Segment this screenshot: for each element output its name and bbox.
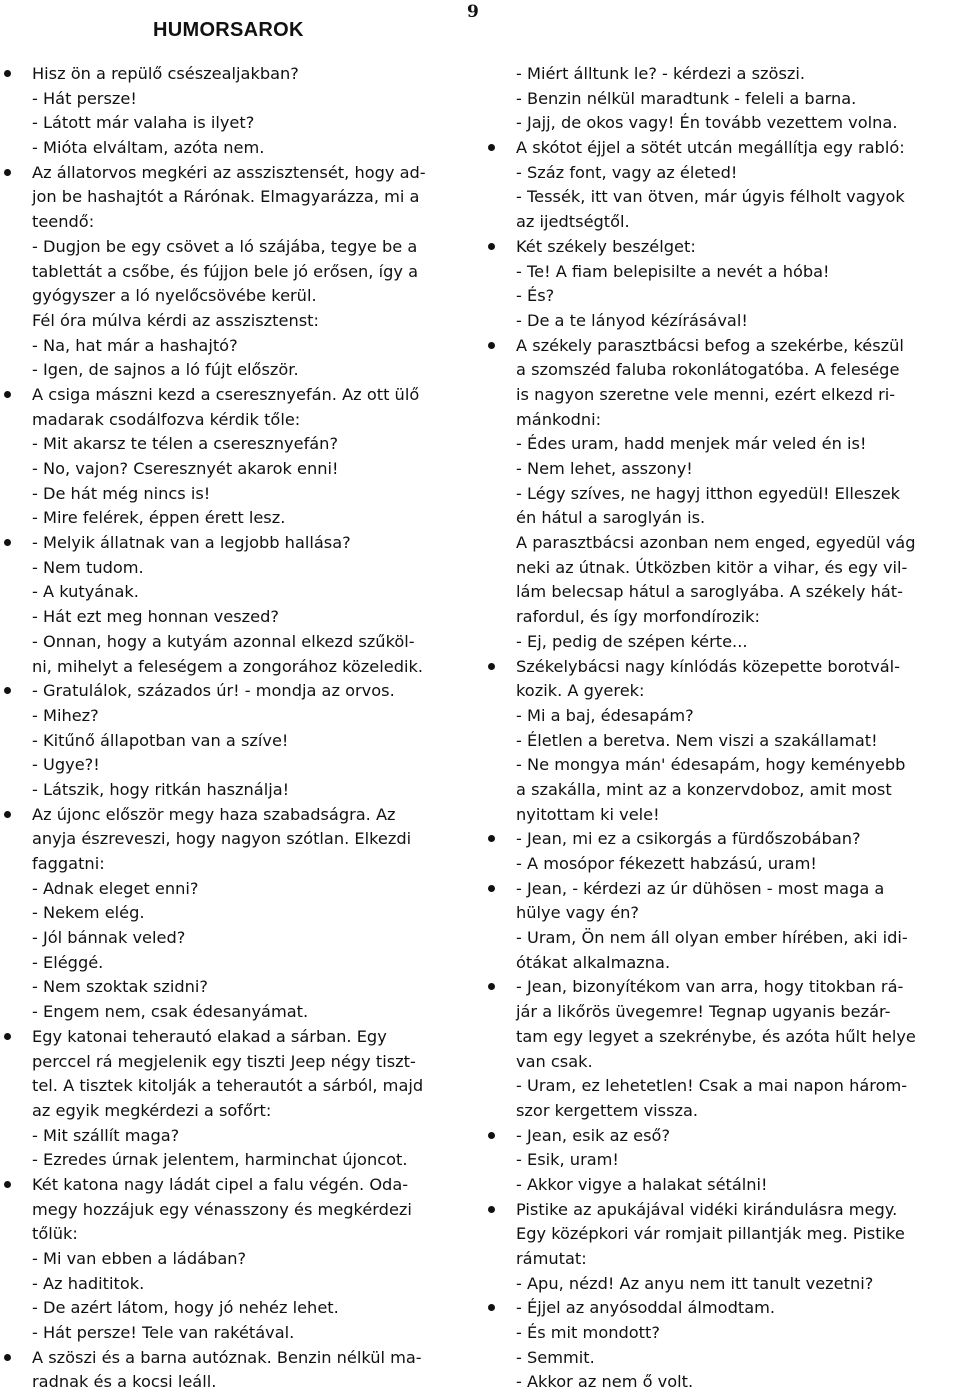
line-text: - Gratulálok, százados úr! - mondja az orvos. bbox=[32, 681, 395, 701]
line-text: rámutat: bbox=[516, 1249, 587, 1268]
line-text: a szomszéd faluba rokonlátogatóba. A felesége bbox=[516, 360, 900, 380]
line-text: - Mihez? bbox=[32, 705, 99, 725]
right-text-line bbox=[516, 704, 956, 729]
left-text-line bbox=[32, 235, 472, 260]
left-text-line bbox=[32, 506, 472, 531]
left-text-line bbox=[32, 679, 472, 704]
right-text-line bbox=[516, 1148, 956, 1173]
left-column bbox=[32, 62, 472, 1395]
right-text-line bbox=[516, 210, 956, 235]
bullet-icon bbox=[488, 885, 495, 892]
bullet-icon bbox=[488, 983, 495, 990]
right-text-line bbox=[516, 1321, 956, 1346]
line-text: a szakálla, mint az a konzervdoboz, amit most bbox=[516, 779, 892, 799]
line-text: kozik. A gyerek: bbox=[516, 681, 645, 701]
right-text-line bbox=[516, 506, 956, 531]
line-text: - Ej, pedig de szépen kérte... bbox=[516, 631, 748, 651]
line-text: én hátul a saroglyán is. bbox=[516, 508, 706, 528]
line-text: - Na, hat már a hashajtó? bbox=[32, 335, 238, 355]
right-text-line bbox=[516, 408, 956, 433]
page-number: 9 bbox=[467, 2, 479, 22]
left-text-line bbox=[32, 827, 472, 852]
line-text: ni, mihelyt a feleségem a zongorához közeledik. bbox=[32, 656, 424, 676]
left-text-line bbox=[32, 605, 472, 630]
line-text: megy hozzájuk egy vénasszony és megkérdezi bbox=[32, 1199, 412, 1219]
line-text: - Nekem elég. bbox=[32, 903, 145, 923]
left-text-line bbox=[32, 1296, 472, 1321]
left-text-line bbox=[32, 1272, 472, 1297]
right-text-line bbox=[516, 803, 956, 828]
right-text-line bbox=[516, 901, 956, 926]
left-text-line bbox=[32, 260, 472, 285]
line-text: jár a likőrös üvegemre! Tegnap ugyanis bezár- bbox=[516, 1002, 891, 1022]
right-text-line bbox=[516, 62, 956, 87]
line-text: - Mire felérek, éppen érett lesz. bbox=[32, 508, 286, 528]
right-text-line bbox=[516, 284, 956, 309]
bullet-icon bbox=[4, 1033, 11, 1040]
left-text-line bbox=[32, 408, 472, 433]
line-text: neki az útnak. Útközben kitör a vihar, és egy vil- bbox=[516, 557, 908, 577]
right-text-line bbox=[516, 531, 956, 556]
right-text-line bbox=[516, 852, 956, 877]
left-text-line bbox=[32, 630, 472, 655]
right-text-line bbox=[516, 482, 956, 507]
left-text-line bbox=[32, 729, 472, 754]
right-text-line bbox=[516, 605, 956, 630]
right-text-line bbox=[516, 877, 956, 902]
right-text-line bbox=[516, 679, 956, 704]
line-text: Székelybácsi nagy kínlódás közepette borotvál- bbox=[516, 656, 900, 676]
line-text: - Adnak eleget enni? bbox=[32, 878, 199, 898]
left-text-line bbox=[32, 926, 472, 951]
line-text: - Hát ezt meg honnan veszed? bbox=[32, 607, 279, 627]
left-text-line bbox=[32, 432, 472, 457]
right-text-line bbox=[516, 1050, 956, 1075]
line-text: jon be hashajtót a Rárónak. Elmagyarázza, mi a bbox=[32, 187, 420, 207]
left-text-line bbox=[32, 161, 472, 186]
right-text-line bbox=[516, 358, 956, 383]
line-text: - És mit mondott? bbox=[516, 1323, 660, 1343]
line-text: A székely parasztbácsi befog a szekérbe, készül bbox=[516, 335, 904, 355]
line-text: - Tessék, itt van ötven, már úgyis félholt vagyok bbox=[516, 187, 905, 207]
left-text-line bbox=[32, 383, 472, 408]
bullet-icon bbox=[488, 243, 495, 250]
line-text: Pistike az apukájával vidéki kirándulásra megy. bbox=[516, 1199, 898, 1219]
line-text: - Édes uram, hadd menjek már veled én is! bbox=[516, 434, 867, 454]
left-text-line bbox=[32, 1222, 472, 1247]
line-text: - Légy szíves, ne hagyj itthon egyedül! Elleszek bbox=[516, 483, 901, 503]
left-text-line bbox=[32, 1148, 472, 1173]
left-text-line bbox=[32, 1321, 472, 1346]
line-text: mánkodni: bbox=[516, 409, 602, 429]
line-text: ótákat alkalmazna. bbox=[516, 952, 671, 972]
line-text: tőlük: bbox=[32, 1224, 78, 1244]
line-text: - Az hadititok. bbox=[32, 1273, 145, 1293]
line-text: Az állatorvos megkéri az asszisztensét, hogy ad- bbox=[32, 162, 426, 182]
left-text-line bbox=[32, 210, 472, 235]
line-text: - De hát még nincs is! bbox=[32, 483, 211, 503]
line-text: - Mi a baj, édesapám? bbox=[516, 705, 694, 725]
right-text-line bbox=[516, 729, 956, 754]
left-text-line bbox=[32, 655, 472, 680]
bullet-icon bbox=[4, 169, 11, 176]
left-text-line bbox=[32, 1173, 472, 1198]
left-text-line bbox=[32, 803, 472, 828]
left-text-line bbox=[32, 1247, 472, 1272]
right-text-line bbox=[516, 161, 956, 186]
right-text-line bbox=[516, 753, 956, 778]
line-text: - Jean, mi ez a csikorgás a fürdőszobában? bbox=[516, 829, 861, 849]
left-text-line bbox=[32, 877, 472, 902]
line-text: hülye vagy én? bbox=[516, 903, 640, 923]
line-text: - Akkor vigye a halakat sétálni! bbox=[516, 1174, 768, 1194]
right-text-line bbox=[516, 136, 956, 161]
line-text: - Mit akarsz te télen a cseresznyefán? bbox=[32, 434, 339, 454]
line-text: faggatni: bbox=[32, 854, 105, 873]
bullet-icon bbox=[488, 342, 495, 349]
bullet-icon bbox=[488, 1304, 495, 1311]
left-text-line bbox=[32, 358, 472, 383]
line-text: - Jean, bizonyítékom van arra, hogy titokban rá- bbox=[516, 977, 904, 997]
right-text-line bbox=[516, 778, 956, 803]
line-text: anyja észreveszi, hogy nagyon szótlan. Elkezdi bbox=[32, 829, 412, 849]
line-text: - Hát persze! Tele van rakétával. bbox=[32, 1323, 295, 1343]
line-text: Két katona nagy ládát cipel a falu végén. Oda- bbox=[32, 1174, 409, 1194]
line-text: - Benzin nélkül maradtunk - feleli a barna. bbox=[516, 88, 857, 108]
line-text: - Dugjon be egy csövet a ló szájába, tegye be a bbox=[32, 236, 418, 256]
line-text: - No, vajon? Cseresznyét akarok enni! bbox=[32, 459, 339, 478]
bullet-icon bbox=[4, 811, 11, 818]
line-text: - Jean, esik az eső? bbox=[516, 1125, 671, 1145]
page-title: HUMORSAROK bbox=[153, 19, 304, 41]
left-text-line bbox=[32, 1346, 472, 1371]
left-text-line bbox=[32, 334, 472, 359]
line-text: is nagyon szeretne vele menni, ezért elkezd ri- bbox=[516, 384, 896, 404]
line-text: tel. A tisztek kitolják a teherautót a sárból, majd bbox=[32, 1076, 424, 1096]
right-text-line bbox=[516, 580, 956, 605]
right-text-line bbox=[516, 1346, 956, 1371]
line-text: - Látott már valaha is ilyet? bbox=[32, 113, 255, 133]
line-text: - Nem lehet, asszony! bbox=[516, 459, 693, 478]
left-text-line bbox=[32, 778, 472, 803]
bullet-icon bbox=[4, 1181, 11, 1188]
line-text: - Melyik állatnak van a legjobb hallása? bbox=[32, 533, 351, 553]
line-text: szor kergettem vissza. bbox=[516, 1100, 699, 1120]
line-text: Fél óra múlva kérdi az asszisztenst: bbox=[32, 310, 319, 330]
left-text-line bbox=[32, 1050, 472, 1075]
line-text: - Uram, Ön nem áll olyan ember hírében, aki idi- bbox=[516, 928, 908, 948]
line-text: - Hát persze! bbox=[32, 88, 137, 108]
right-text-line bbox=[516, 87, 956, 112]
line-text: perccel rá megjelenik egy tiszti Jeep négy tiszt- bbox=[32, 1051, 416, 1071]
right-text-line bbox=[516, 111, 956, 136]
line-text: teendő: bbox=[32, 212, 95, 232]
left-text-line bbox=[32, 111, 472, 136]
right-text-line bbox=[516, 309, 956, 334]
left-text-line bbox=[32, 1124, 472, 1149]
line-text: - Onnan, hogy a kutyám azonnal elkezd szűköl- bbox=[32, 631, 415, 651]
line-text: - De azért látom, hogy jó nehéz lehet. bbox=[32, 1298, 339, 1318]
right-text-line bbox=[516, 1222, 956, 1247]
left-text-line bbox=[32, 1025, 472, 1050]
line-text: - Engem nem, csak édesanyámat. bbox=[32, 1002, 309, 1022]
left-text-line bbox=[32, 284, 472, 309]
left-text-line bbox=[32, 457, 472, 482]
line-text: A skótot éjjel a sötét utcán megállítja egy rabló: bbox=[516, 138, 905, 158]
line-text: tablettát a csőbe, és fújjon bele jó erősen, így a bbox=[32, 261, 418, 281]
left-text-line bbox=[32, 482, 472, 507]
line-text: - Ezredes úrnak jelentem, harminchat újoncot. bbox=[32, 1150, 408, 1170]
right-text-line bbox=[516, 1173, 956, 1198]
line-text: - Éjjel az anyósoddal álmodtam. bbox=[516, 1298, 776, 1318]
left-text-line bbox=[32, 87, 472, 112]
line-text: - Száz font, vagy az életed! bbox=[516, 162, 738, 182]
left-text-line bbox=[32, 1198, 472, 1223]
left-text-line bbox=[32, 136, 472, 161]
right-text-line bbox=[516, 827, 956, 852]
line-text: A parasztbácsi azonban nem enged, egyedül vág bbox=[516, 533, 916, 553]
line-text: - Miért álltunk le? - kérdezi a szöszi. bbox=[516, 64, 806, 83]
left-text-line bbox=[32, 1000, 472, 1025]
right-text-line bbox=[516, 655, 956, 680]
left-text-line bbox=[32, 309, 472, 334]
line-text: Egy középkori vár romjait pillantják meg. Pistike bbox=[516, 1224, 905, 1244]
line-text: - De a te lányod kézírásával! bbox=[516, 310, 748, 330]
line-text: - Uram, ez lehetetlen! Csak a mai napon három- bbox=[516, 1076, 908, 1096]
line-text: - Életlen a beretva. Nem viszi a szakállamat! bbox=[516, 730, 878, 750]
right-text-line bbox=[516, 1099, 956, 1124]
line-text: tam egy legyet a szekrénybe, és azóta hűlt helye bbox=[516, 1026, 916, 1046]
right-text-line bbox=[516, 334, 956, 359]
right-text-line bbox=[516, 1025, 956, 1050]
line-text: A szöszi és a barna autóznak. Benzin nélkül ma- bbox=[32, 1347, 422, 1367]
bullet-icon bbox=[4, 70, 11, 77]
line-text: - Te! A fiam belepisilte a nevét a hóba! bbox=[516, 261, 830, 281]
right-text-line bbox=[516, 1000, 956, 1025]
line-text: - Kitűnő állapotban van a szíve! bbox=[32, 730, 289, 750]
left-text-line bbox=[32, 753, 472, 778]
left-text-line bbox=[32, 704, 472, 729]
line-text: az egyik megkérdezi a sofőrt: bbox=[32, 1100, 272, 1120]
bullet-icon bbox=[488, 144, 495, 151]
right-text-line bbox=[516, 630, 956, 655]
line-text: - Mióta elváltam, azóta nem. bbox=[32, 138, 265, 158]
line-text: gyógyszer a ló nyelőcsövébe kerül. bbox=[32, 286, 317, 306]
left-text-line bbox=[32, 852, 472, 877]
line-text: Egy katonai teherautó elakad a sárban. Egy bbox=[32, 1026, 387, 1046]
left-text-line bbox=[32, 1099, 472, 1124]
right-text-line bbox=[516, 1296, 956, 1321]
right-text-line bbox=[516, 1124, 956, 1149]
line-text: - A mosópor fékezett habzású, uram! bbox=[516, 854, 817, 873]
left-text-line bbox=[32, 62, 472, 87]
bullet-icon bbox=[488, 1206, 495, 1213]
right-text-line bbox=[516, 260, 956, 285]
line-text: - Jól bánnak veled? bbox=[32, 928, 186, 948]
bullet-icon bbox=[4, 687, 11, 694]
right-text-line bbox=[516, 383, 956, 408]
right-text-line bbox=[516, 457, 956, 482]
bullet-icon bbox=[4, 391, 11, 398]
line-text: - Ugye?! bbox=[32, 755, 100, 775]
line-text: - Igen, de sajnos a ló fújt először. bbox=[32, 360, 299, 380]
line-text: - Ne mongya mán' édesapám, hogy keményebb bbox=[516, 755, 906, 775]
right-text-line bbox=[516, 951, 956, 976]
right-text-line bbox=[516, 556, 956, 581]
line-text: - Eléggé. bbox=[32, 952, 104, 972]
left-text-line bbox=[32, 975, 472, 1000]
bullet-icon bbox=[488, 1132, 495, 1139]
right-text-line bbox=[516, 432, 956, 457]
line-text: - Nem szoktak szidni? bbox=[32, 977, 209, 997]
left-text-line bbox=[32, 531, 472, 556]
bullet-icon bbox=[488, 835, 495, 842]
line-text: A csiga mászni kezd a cseresznyefán. Az ott ülő bbox=[32, 384, 420, 404]
line-text: rafordul, és így morfondírozik: bbox=[516, 607, 760, 627]
right-text-line bbox=[516, 1074, 956, 1099]
line-text: - Jajj, de okos vagy! Én tovább vezettem volna. bbox=[516, 113, 898, 133]
left-text-line bbox=[32, 556, 472, 581]
line-text: - És? bbox=[516, 286, 555, 306]
bullet-icon bbox=[4, 1354, 11, 1361]
right-text-line bbox=[516, 235, 956, 260]
left-text-line bbox=[32, 1370, 472, 1395]
line-text: Az újonc először megy haza szabadságra. Az bbox=[32, 804, 396, 824]
right-column bbox=[516, 62, 956, 1395]
line-text: - Akkor az nem ő volt. bbox=[516, 1372, 694, 1392]
left-text-line bbox=[32, 951, 472, 976]
line-text: - A kutyának. bbox=[32, 582, 139, 602]
left-text-line bbox=[32, 580, 472, 605]
line-text: az ijedtségtől. bbox=[516, 212, 630, 232]
line-text: Hisz ön a repülő csészealjakban? bbox=[32, 64, 299, 83]
right-text-line bbox=[516, 185, 956, 210]
line-text: - Nem tudom. bbox=[32, 557, 144, 577]
line-text: - Látszik, hogy ritkán használja! bbox=[32, 779, 290, 799]
left-text-line bbox=[32, 185, 472, 210]
line-text: nyitottam ki vele! bbox=[516, 804, 660, 824]
right-text-line bbox=[516, 1272, 956, 1297]
line-text: radnak és a kocsi leáll. bbox=[32, 1372, 217, 1392]
line-text: Két székely beszélget: bbox=[516, 236, 696, 256]
right-text-line bbox=[516, 926, 956, 951]
line-text: madarak csodálfozva kérdik tőle: bbox=[32, 409, 301, 429]
left-text-line bbox=[32, 1074, 472, 1099]
line-text: - Mi van ebben a ládában? bbox=[32, 1249, 247, 1268]
bullet-icon bbox=[488, 663, 495, 670]
line-text: - Esik, uram! bbox=[516, 1150, 619, 1170]
right-text-line bbox=[516, 1198, 956, 1223]
line-text: van csak. bbox=[516, 1051, 593, 1071]
right-text-line bbox=[516, 1370, 956, 1395]
right-text-line bbox=[516, 975, 956, 1000]
line-text: - Mit szállít maga? bbox=[32, 1125, 180, 1145]
line-text: - Apu, nézd! Az anyu nem itt tanult vezetni? bbox=[516, 1273, 874, 1293]
line-text: lám belecsap hátul a saroglyába. A székely hát- bbox=[516, 582, 903, 602]
left-text-line bbox=[32, 901, 472, 926]
line-text: - Semmit. bbox=[516, 1347, 595, 1367]
right-text-line bbox=[516, 1247, 956, 1272]
line-text: - Jean, - kérdezi az úr dühösen - most maga a bbox=[516, 878, 885, 898]
bullet-icon bbox=[4, 539, 11, 546]
